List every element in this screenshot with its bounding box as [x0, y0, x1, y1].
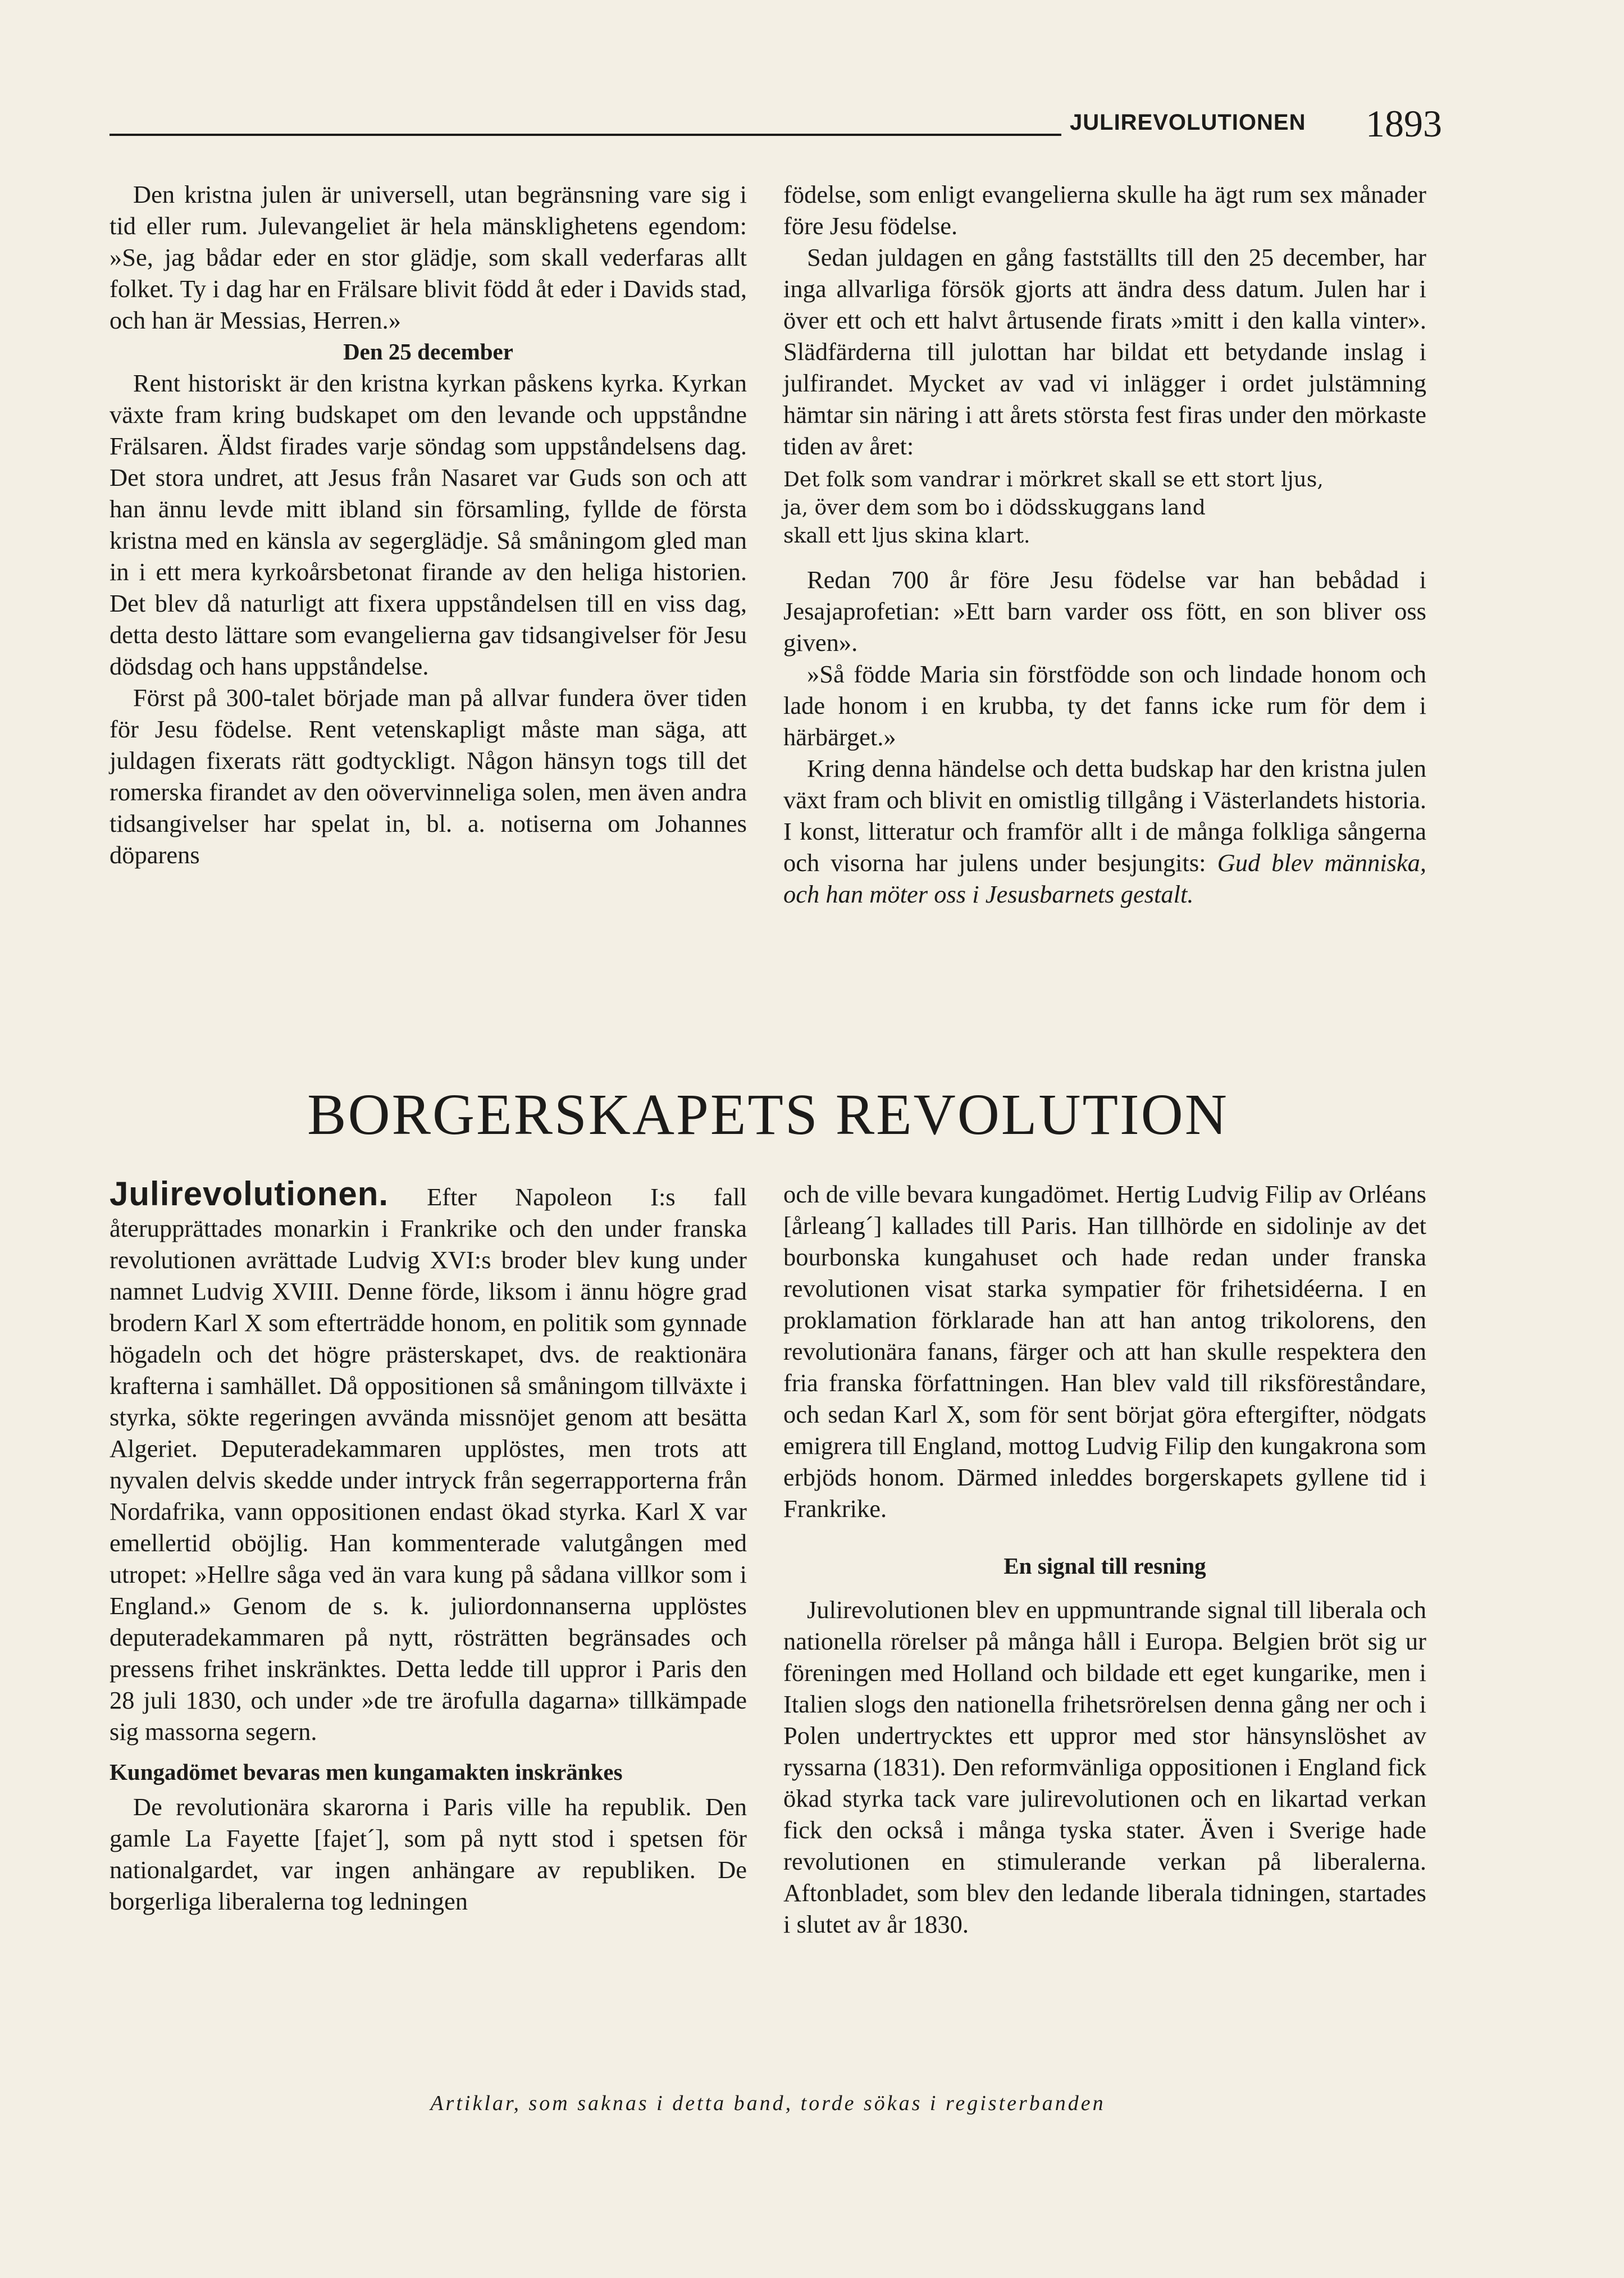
paragraph: »Så födde Maria sin förstfödde son och lindade honom och lade honom i en krubba, ty det fanns icke rum för dem i härbärget.» — [783, 660, 1426, 751]
bottom-left-column — [110, 1175, 747, 1917]
paragraph — [783, 753, 1426, 910]
scripture-quote: Det folk som vandrar i mörkret skall se ett stort ljus, ja, över dem som bo i dödsskuggans land skall ett ljus skina klart. — [783, 468, 1324, 548]
subheading-den-25-december: Den 25 december — [343, 339, 513, 365]
top-right-column — [783, 179, 1426, 910]
subheading-en-signal-till-resning: En signal till resning — [1003, 1553, 1206, 1579]
article-lead-word: Julirevolutionen. — [110, 1175, 389, 1213]
header-rule — [110, 134, 1061, 136]
paragraph: Den kristna julen är universell, utan begränsning vare sig i tid eller rum. Julevangeliet är hela mänsklighetens egendom: »Se, jag bådar eder en stor glädje, som skall vederfaras allt folket. Ty i dag har en Frälsare blivit född åt eder i Davids stad, och han är Messias, Herren.» — [110, 180, 747, 334]
bottom-right-column — [783, 1178, 1426, 1940]
paragraph: Först på 300-talet började man på allvar fundera över tiden för Jesu födelse. Rent vetenskapligt måste man säga, att juldagen fixerats rätt godtyckligt. Någon hänsyn togs till det romerska firandet av den oövervinneliga solen, men även andra tidsangivelser har spelat in, bl. a. notiserna om Johannes döparens — [110, 684, 747, 869]
running-head: JULIREVOLUTIONEN — [1070, 110, 1306, 135]
paragraph: Julirevolutionen blev en uppmuntrande signal till liberala och nationella rörelser på många håll i Europa. Belgien bröt sig ur föreningen med Holland och bildade ett eget kungarike, men i Italien slogs den nationella frihetsrörelsen denna gång ner och i Polen undertrycktes ett uppror med stor hänsynslöshet av ryssarna (1831). Den reformvänliga oppositionen i England fick ökad styrka tack vare julirevolutionen och en likartad verkan fick den också i många tyska stater. Även i Sverige hade revolutionen en stimulerande verkan på liberalerna. Aftonbladet, som blev den ledande liberala tidningen, startades i slutet av år 1830. — [783, 1596, 1426, 1938]
italic-phrase: Gud blev människa, och han möter oss i Jesusbarnets gestalt. — [783, 849, 1427, 908]
paragraph: Redan 700 år före Jesu födelse var han bebådad i Jesajaprofetian: »Ett barn varder oss fött, en son bliver oss given». — [783, 566, 1426, 657]
paragraph: De revolutionära skarorna i Paris ville ha republik. Den gamle La Fayette [fajet´], som på nytt stod i spetsen för nationalgardet, var ingen anhängare av republiken. De borgerliga liberalerna tog ledningen — [110, 1793, 747, 1915]
paragraph: och de ville bevara kungadömet. Hertig Ludvig Filip av Orléans [årleang´] kallades till Paris. Han tillhörde en sidolinje av det bourbonska kungahuset och hade redan under franska revolutionen visat starka sympatier för frihetsidéerna. I en proklamation förklarade han att han antog trikolorens, den revolutionära fanans, färger och att han skulle respektera den fria franska författningen. Han blev vald till riksföreståndare, och sedan Karl X, som för sent börjat göra eftergifter, nödgats emigrera till England, mottog Ludvig Filip den kungakrona som erbjöds honom. Därmed inleddes borgerskapets gyllene tid i Frankrike. — [783, 1180, 1426, 1523]
paragraph: Rent historiskt är den kristna kyrkan påskens kyrka. Kyrkan växte fram kring budskapet om den levande och uppståndne Frälsaren. Äldst firades varje söndag som uppståndelsens dag. Det stora undret, att Jesus från Nasaret var Guds son och att han ännu levde mitt ibland sin församling, fyllde de första kristna med en känsla av segerglädje. Så småningom gled man in i ett mera kyrkoårsbetonat firande av den heliga historien. Det blev då naturligt att fixera uppståndelsen till en viss dag, detta desto lättare som evangelierna gav tidsangivelser för Jesu dödsdag och hans uppståndelse. — [110, 369, 747, 680]
paragraph-text: Kring denna händelse och detta budskap har den kristna julen växt fram och blivit en omistlig tillgång i Västerlandets historia. I konst, litteratur och framför allt i de många folkliga sångerna och visorna har julens under besjungits: — [783, 754, 1426, 877]
section-title: BORGERSKAPETS REVOLUTION — [307, 1082, 1229, 1147]
paragraph — [110, 1175, 747, 1747]
subheading-kungadomet: Kungadömet bevaras men kungamakten inskränkes — [110, 1759, 623, 1785]
paragraph-text: Efter Napoleon I:s fall återupprättades monarkin i Frankrike och den under franska revolutionen avrättade Ludvig XVI:s broder blev kung under namnet Ludvig XVIII. Denne förde, liksom i ännu högre grad brodern Karl X som efterträdde honom, en politik som gynnade högadeln och det högre prästerskapet, dvs. de reaktionära krafterna i samhället. Då oppositionen så småningom tillväxte i styrka, sökte regeringen avvända missnöjet genom att besätta Algeriet. Deputeradekammaren upplöstes, men trots att nyvalen delvis skedde under intryck från segerrapporterna från Nordafrika, vann oppositionen endast ökad styrka. Karl X var emellertid oböjlig. Han kommenterade valutgången med utropet: »Hellre såga ved än vara kung på sådana villkor som i England.» Genom de s. k. juliordonnanserna upplöstes deputeradekammaren på nytt, rösträtten begränsades och pressens frihet inskränktes. Detta ledde till uppror i Paris den 28 juli 1830, och under »de tre ärofulla dagarna» tillkämpade sig massorna segern. — [110, 1183, 747, 1746]
paragraph: Sedan juldagen en gång fastställts till den 25 december, har inga allvarliga försök gjorts att ändra dess datum. Julen har i över ett och ett halvt årtusende firats »mitt i den kalla vinter». Slädfärderna till julottan har bildat ett betydande inslag i julfirandet. Mycket av vad vi inlägger i ordet julstämning hämtar sin näring i att årets största fest firas under den mörkaste tiden av året: — [783, 243, 1426, 460]
top-left-column — [110, 179, 747, 871]
footer-note: Artiklar, som saknas i detta band, torde sökas i registerbanden — [430, 2092, 1106, 2115]
page-number: 1893 — [1366, 102, 1442, 145]
paragraph: födelse, som enligt evangelierna skulle ha ägt rum sex månader före Jesu födelse. — [783, 180, 1426, 240]
